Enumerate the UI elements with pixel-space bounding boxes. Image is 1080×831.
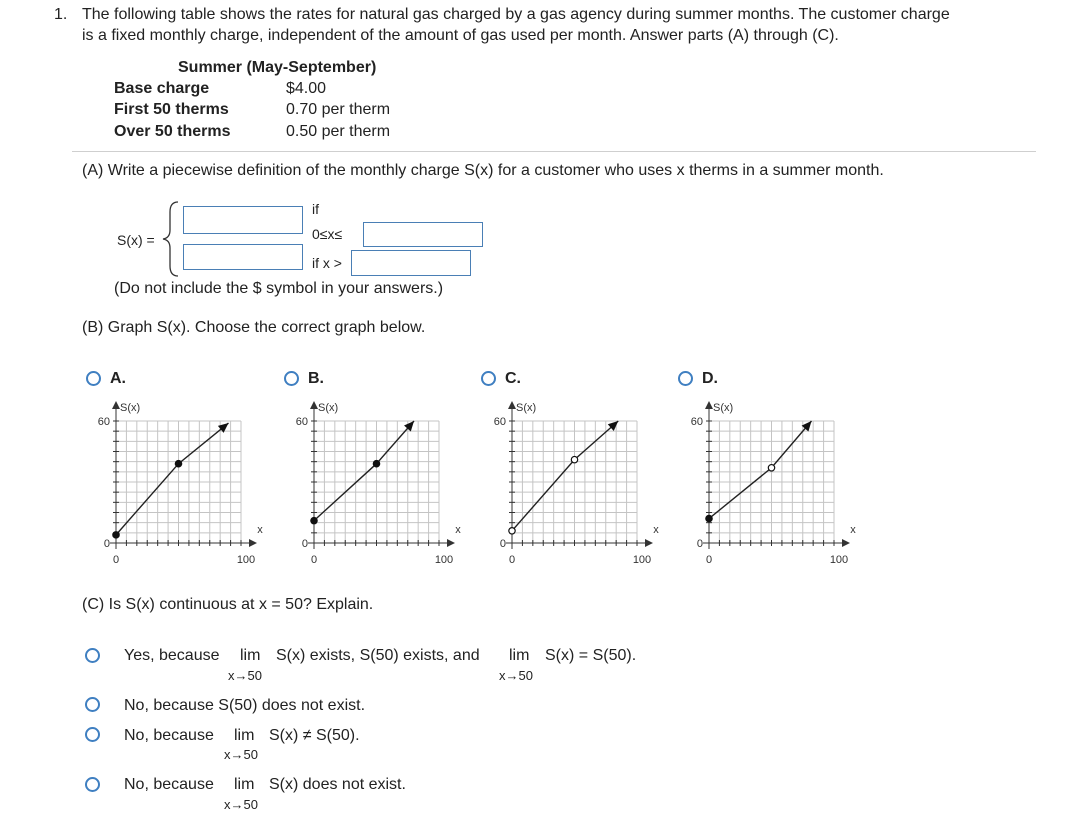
y-axis-arrow-icon	[112, 401, 120, 409]
lim-text: lim	[234, 727, 255, 744]
rate-label: First 50 therms	[114, 101, 229, 118]
y-tick-label: 0	[103, 538, 110, 550]
x-axis-label: x	[850, 524, 856, 536]
series-line	[512, 421, 618, 531]
x-tick-label: 0	[310, 554, 318, 566]
rates-table-title: Summer (May-September)	[178, 59, 377, 76]
rate-value: $4.00	[286, 80, 327, 97]
condition1-label: 0≤x≤	[312, 226, 343, 242]
x-tick-label: 0	[705, 554, 713, 566]
series-line	[709, 421, 812, 519]
y-tick-label: 0	[696, 538, 703, 550]
rate-label: Base charge	[114, 80, 210, 97]
closed-point	[175, 461, 181, 467]
piecewise-lhs: S(x) =	[117, 232, 155, 248]
graph-a	[80, 395, 270, 570]
x-tick-label: 100	[829, 554, 849, 566]
closed-point	[373, 461, 379, 467]
closed-point	[706, 515, 712, 521]
open-point	[768, 465, 774, 471]
rate-value: 0.50 per therm	[286, 123, 391, 140]
part-a-prompt: (A) Write a piecewise definition of the monthly charge S(x) for a customer who uses x therms in a summer month.	[82, 162, 884, 179]
piece2-lower-bound-input[interactable]	[351, 250, 471, 276]
y-axis-arrow-icon	[508, 401, 516, 409]
piece1-upper-bound-input[interactable]	[363, 222, 483, 247]
lim-subscript: x→50	[228, 668, 262, 683]
y-tick-label: 60	[97, 416, 110, 428]
if-label: if	[312, 201, 319, 217]
question-text-line1: The following table shows the rates for natural gas charged by a gas agency during summer months. The customer charge	[82, 6, 950, 23]
continuity-choice-1-radio[interactable]	[85, 648, 100, 663]
graph-c	[476, 395, 666, 570]
piece1-expression-input[interactable]	[183, 206, 303, 234]
choice-4-text-a: No, because	[124, 776, 214, 793]
choice-2-text: No, because S(50) does not exist.	[124, 697, 366, 714]
y-tick-label: 0	[301, 538, 308, 550]
y-axis-label: S(x)	[516, 402, 537, 414]
y-tick-label: 60	[690, 416, 703, 428]
x-tick-label: 100	[236, 554, 256, 566]
graph-d	[673, 395, 863, 570]
continuity-choice-2-radio[interactable]	[85, 697, 100, 712]
choice-3-text-b: S(x) ≠ S(50).	[269, 727, 360, 744]
question-text-line2: is a fixed monthly charge, independent of the amount of gas used per month. Answer parts (A) through (C).	[82, 27, 839, 44]
graph-option-d-label: D.	[702, 370, 718, 387]
rate-label: Over 50 therms	[114, 123, 231, 140]
y-tick-label: 60	[493, 416, 506, 428]
part-c-prompt: (C) Is S(x) continuous at x = 50? Explain.	[82, 596, 374, 613]
x-axis-arrow-icon	[447, 539, 455, 547]
x-tick-label: 0	[112, 554, 120, 566]
lim-text: lim	[234, 776, 255, 793]
series-line	[116, 423, 229, 535]
choice-3-text-a: No, because	[124, 727, 214, 744]
graph-option-c-label: C.	[505, 370, 521, 387]
divider	[72, 151, 1036, 152]
x-tick-label: 0	[508, 554, 516, 566]
lim-subscript: x→50	[224, 797, 258, 812]
continuity-choice-4-radio[interactable]	[85, 777, 100, 792]
graph-option-b-radio[interactable]	[284, 371, 299, 386]
x-axis-arrow-icon	[842, 539, 850, 547]
part-a-note: (Do not include the $ symbol in your answers.)	[114, 280, 444, 297]
y-axis-label: S(x)	[120, 402, 141, 414]
rate-value: 0.70 per therm	[286, 101, 391, 118]
lim-text: lim	[240, 647, 261, 664]
graph-option-a-radio[interactable]	[86, 371, 101, 386]
lim-subscript: x→50	[224, 747, 258, 762]
part-b-prompt: (B) Graph S(x). Choose the correct graph below.	[82, 319, 426, 336]
x-axis-label: x	[455, 524, 461, 536]
graph-option-b-label: B.	[308, 370, 324, 387]
choice-1-text-b: S(x) exists, S(50) exists, and	[276, 647, 480, 664]
lim-text: lim	[509, 647, 530, 664]
choice-4-text-b: S(x) does not exist.	[269, 776, 406, 793]
x-axis-arrow-icon	[249, 539, 257, 547]
y-axis-arrow-icon	[705, 401, 713, 409]
x-axis-label: x	[653, 524, 659, 536]
x-tick-label: 100	[434, 554, 454, 566]
x-tick-label: 100	[632, 554, 652, 566]
condition2-label: if x >	[312, 255, 342, 271]
lim-subscript: x→50	[499, 668, 533, 683]
question-number: 1.	[54, 6, 68, 23]
graph-option-d-radio[interactable]	[678, 371, 693, 386]
y-axis-label: S(x)	[318, 402, 339, 414]
closed-point	[113, 532, 119, 538]
closed-point	[311, 517, 317, 523]
open-point	[571, 456, 577, 462]
piece2-expression-input[interactable]	[183, 244, 303, 270]
y-axis-arrow-icon	[310, 401, 318, 409]
y-tick-label: 0	[499, 538, 506, 550]
y-axis-label: S(x)	[713, 402, 734, 414]
open-point	[509, 528, 515, 534]
graph-option-a-label: A.	[110, 370, 126, 387]
continuity-choice-3-radio[interactable]	[85, 727, 100, 742]
choice-1-text-c: S(x) = S(50).	[545, 647, 637, 664]
series-line	[314, 421, 414, 521]
x-axis-arrow-icon	[645, 539, 653, 547]
brace-icon	[160, 200, 182, 278]
choice-1-text-a: Yes, because	[124, 647, 220, 664]
x-axis-label: x	[257, 524, 263, 536]
y-tick-label: 60	[295, 416, 308, 428]
graph-option-c-radio[interactable]	[481, 371, 496, 386]
graph-b	[278, 395, 468, 570]
